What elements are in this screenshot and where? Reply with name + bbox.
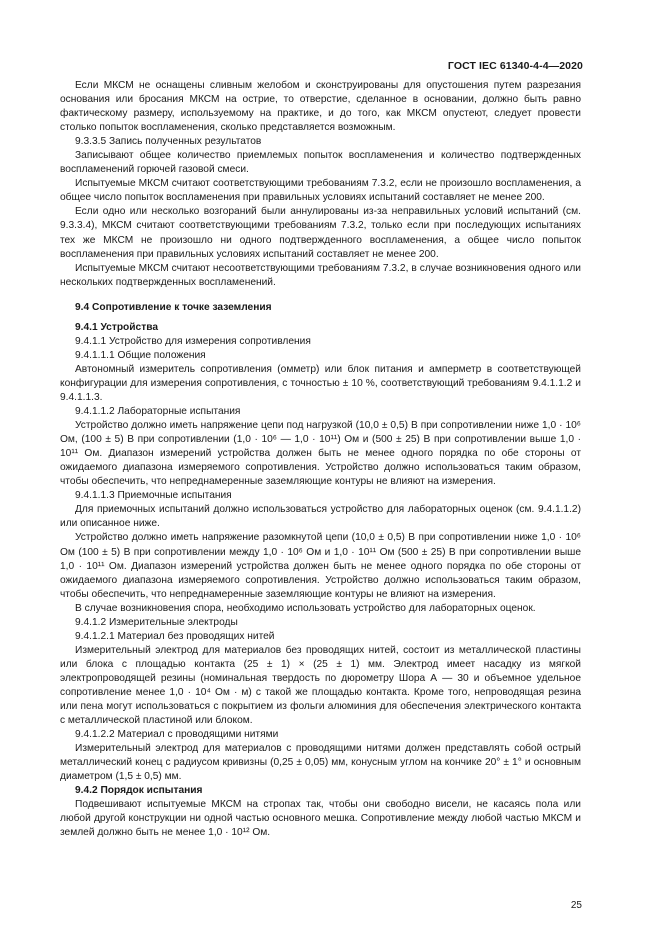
clause-heading: 9.4.1.1.3 Приемочные испытания	[75, 490, 232, 502]
section-heading: 9.4 Сопротивление к точке заземления	[75, 301, 272, 313]
document-body	[60, 79, 581, 840]
paragraph: Измерительный электрод для материалов без проводящих нитей, состоит из металлической пластины или блока с площадью контакта (25 ± 1) × (25 ± 1) мм. Электрод имеет насадку из мягкой электропроводящей резины (номинальная твердость по дюрометру Шора А — 30 и объемное удельное сопротивление менее 1,0 · 10⁴ Ом · м) с такой же площадью контакта. Кроме того, непроводящая резина или пена могут использоваться с покрытием из фольги алюминия для обеспечения электрического контакта с металлической пластиной или блоком.	[60, 644, 581, 727]
paragraph: Измерительный электрод для материалов с проводящими нитями должен представлять собой острый металлический конец с радиусом кривизны (0,25 ± 0,05) мм, конусным углом на кончике 20° ± 1° и основным диаметром (1,5 ± 0,5) мм.	[60, 743, 581, 783]
clause-heading: 9.4.1.1.1 Общие положения	[75, 349, 206, 361]
paragraph: Записывают общее количество приемлемых попыток воспламенения и количество подтвержденных воспламенений горючей газовой смеси.	[60, 150, 581, 176]
clause-heading: 9.4.1.2.1 Материал без проводящих нитей	[75, 630, 275, 642]
spacer	[60, 290, 581, 301]
paragraph: Устройство должно иметь напряжение разомкнутой цепи (10,0 ± 0,5) В при сопротивлении ниже 1,0 · 10⁶ Ом (100 ± 5) В при сопротивлении между 1,0 · 10⁶ Ом и 1,0 · 10¹¹ Ом (500 ± 25) В при сопротивлении выше 1,0 · 10¹¹ Ом. Диапазон измерений устройства должен быть не менее одного порядка по обе стороны от ожидаемого диапазона измеряемого сопротивления. Устройство должно использоваться таким образом, чтобы обеспечить, что непреднамеренные заземляющие контуры не влияют на измерения.	[60, 532, 581, 600]
paragraph: В случае возникновения спора, необходимо использовать устройство для лабораторных оценок.	[75, 602, 536, 614]
page-number: 25	[570, 900, 582, 911]
paragraph: Испытуемые МКСМ считают соответствующими требованиям 7.3.2, если не произошло воспламенения, а общее число попыток воспламенения при правильных условиях испытаний составляет не менее 200.	[60, 178, 581, 204]
paragraph: Автономный измеритель сопротивления (омметр) или блок питания и амперметр в соответствующей конфигурации для измерения сопротивления, с точностью ± 10 %, соответствующий требованиям 9.4.1.1.2 и 9.4.1.1.3.	[60, 363, 581, 403]
clause-heading: 9.4.1.1.2 Лабораторные испытания	[75, 406, 241, 418]
subsection-heading: 9.4.1 Устройства	[75, 321, 158, 333]
paragraph: Для приемочных испытаний должно использоваться устройство для лабораторных оценок (см. 9.4.1.1.2) или описанное ниже.	[60, 504, 581, 530]
clause-heading: 9.4.1.2 Измерительные электроды	[75, 616, 238, 628]
clause-heading: 9.3.3.5 Запись полученных результатов	[75, 136, 262, 148]
paragraph: Если одно или несколько возгораний были аннулированы из-за неправильных условий испытаний (см. 9.3.3.4), МКСМ считают соответствующими требованиям 7.3.2, только если при последующих испытаниях тех же МКСМ не произошло ни одного подтвержденного воспламенения, а общее число попыток воспламенения при правильных условиях испытаний составляет не менее 200.	[60, 206, 581, 260]
paragraph: Подвешивают испытуемые МКСМ на стропах так, чтобы они свободно висели, не касаясь пола или любой другой конструкции ни одной частью основного мешка. Сопротивление между любой частью МКСМ и землей должно быть не менее 1,0 · 10¹² Ом.	[60, 799, 581, 839]
paragraph: Если МКСМ не оснащены сливным желобом и сконструированы для опустошения путем разрезания основания или бросания МКСМ на острие, то отверстие, сделанное в основании, должно быть равно фактическому размеру, используемому на практике, и до того, как МКСМ опустеют, следует провести столько попыток воспламенения, сколько представляется возможным.	[60, 80, 581, 134]
paragraph: Испытуемые МКСМ считают несоответствующими требованиям 7.3.2, в случае возникновения одного или нескольких подтвержденных воспламенений.	[60, 262, 581, 288]
paragraph: Устройство должно иметь напряжение цепи под нагрузкой (10,0 ± 0,5) В при сопротивлении ниже 1,0 · 10⁶ Ом, (100 ± 5) В при сопротивлении (1,0 · 10⁶ — 1,0 · 10¹¹) Ом и (500 ± 25) В при сопротивлении выше 1,0 · 10¹¹ Ом. Диапазон измерений устройства должен быть не менее одного порядка по обе стороны от ожидаемого диапазона измеряемого сопротивления. Устройство должно использоваться таким образом, чтобы обеспечить, что непреднамеренные заземляющие контуры не влияют на измерения.	[60, 420, 581, 488]
standard-designation: ГОСТ IEC 61340-4-4—2020	[447, 60, 583, 72]
clause-heading: 9.4.1.2.2 Материал с проводящими нитями	[75, 729, 279, 741]
clause-heading: 9.4.1.1 Устройство для измерения сопротивления	[75, 335, 311, 347]
subsection-heading: 9.4.2 Порядок испытания	[75, 785, 203, 797]
